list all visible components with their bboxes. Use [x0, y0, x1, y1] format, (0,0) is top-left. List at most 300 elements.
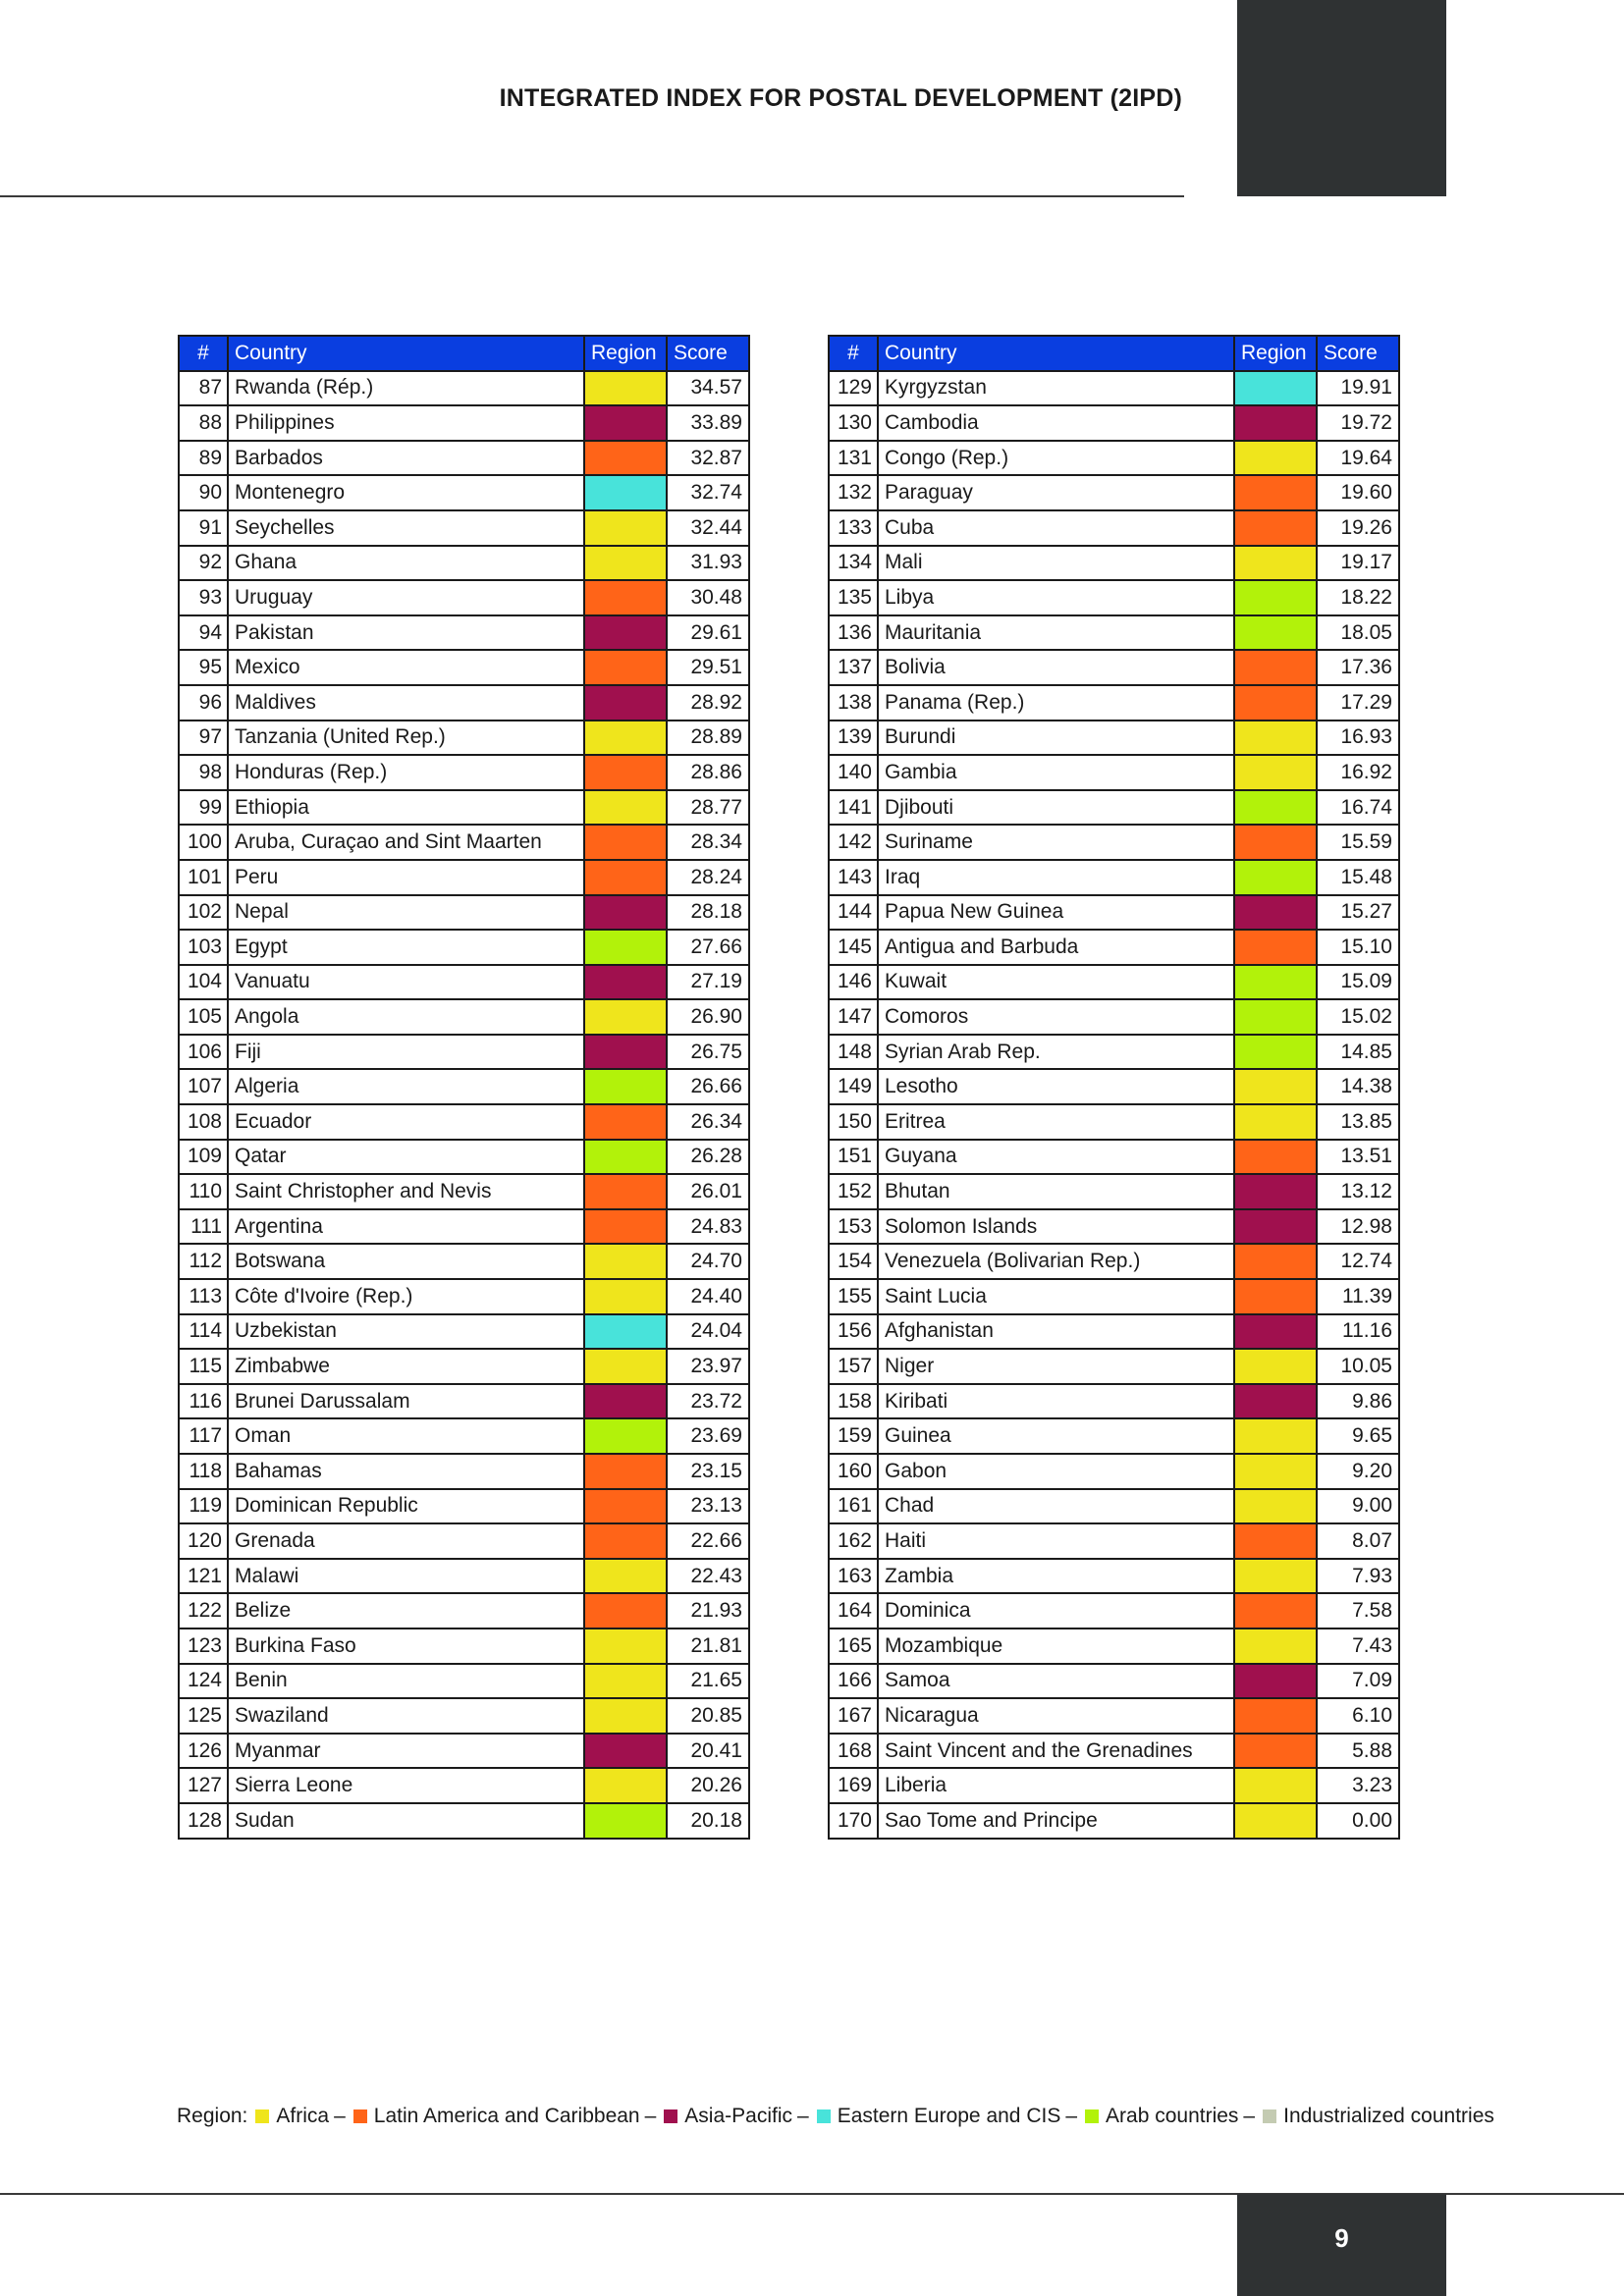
rank-cell: 100: [179, 825, 228, 860]
region-color-cell: [1234, 1279, 1317, 1314]
rank-cell: 132: [829, 475, 878, 510]
legend-item-africa: Africa: [276, 2105, 330, 2127]
table-row: [179, 1523, 749, 1559]
table-row: [179, 1104, 749, 1140]
rank-cell: 166: [829, 1664, 878, 1699]
rank-cell: 138: [829, 685, 878, 721]
rank-cell: 111: [179, 1209, 228, 1245]
country-cell: Syrian Arab Rep.: [878, 1035, 1234, 1070]
table-row: [179, 1279, 749, 1314]
rank-cell: 143: [829, 860, 878, 895]
table-header-row: [829, 336, 1399, 371]
region-color-cell: [584, 1104, 667, 1140]
score-cell: 8.07: [1317, 1523, 1399, 1559]
country-cell: Burkina Faso: [228, 1629, 584, 1664]
table-row: [829, 1140, 1399, 1175]
table-row: [179, 546, 749, 581]
region-color-cell: [584, 1384, 667, 1419]
column-header-score: Score: [667, 336, 749, 371]
rank-cell: 94: [179, 615, 228, 651]
score-cell: 5.88: [1317, 1734, 1399, 1769]
region-color-cell: [1234, 1803, 1317, 1839]
region-color-cell: [584, 721, 667, 756]
table-row: [829, 650, 1399, 685]
rank-cell: 151: [829, 1140, 878, 1175]
rank-cell: 108: [179, 1104, 228, 1140]
region-color-cell: [584, 650, 667, 685]
country-cell: Egypt: [228, 930, 584, 965]
score-cell: 34.57: [667, 371, 749, 406]
rank-cell: 157: [829, 1349, 878, 1384]
table-row: [179, 999, 749, 1035]
score-cell: 11.16: [1317, 1314, 1399, 1350]
country-cell: Solomon Islands: [878, 1209, 1234, 1245]
score-cell: 24.70: [667, 1244, 749, 1279]
country-cell: Montenegro: [228, 475, 584, 510]
score-cell: 15.02: [1317, 999, 1399, 1035]
score-cell: 26.01: [667, 1174, 749, 1209]
region-color-cell: [584, 1418, 667, 1454]
country-cell: Ethiopia: [228, 790, 584, 826]
region-color-cell: [1234, 441, 1317, 476]
table-row: [179, 1349, 749, 1384]
rank-cell: 99: [179, 790, 228, 826]
score-cell: 21.65: [667, 1664, 749, 1699]
country-cell: Dominica: [878, 1593, 1234, 1629]
region-color-cell: [584, 1698, 667, 1734]
country-cell: Mauritania: [878, 615, 1234, 651]
country-cell: Eritrea: [878, 1104, 1234, 1140]
region-color-cell: [1234, 1104, 1317, 1140]
rank-cell: 104: [179, 965, 228, 1000]
score-cell: 9.65: [1317, 1418, 1399, 1454]
country-cell: Maldives: [228, 685, 584, 721]
table-row: [179, 685, 749, 721]
table-row: [829, 1035, 1399, 1070]
rank-cell: 160: [829, 1454, 878, 1489]
region-color-cell: [1234, 1244, 1317, 1279]
country-cell: Djibouti: [878, 790, 1234, 826]
column-header-country: Country: [878, 336, 1234, 371]
table-row: [829, 371, 1399, 406]
region-color-cell: [584, 755, 667, 790]
table-row: [829, 930, 1399, 965]
rank-cell: 109: [179, 1140, 228, 1175]
score-cell: 17.29: [1317, 685, 1399, 721]
rank-cell: 131: [829, 441, 878, 476]
table-row: [829, 1244, 1399, 1279]
table-row: [829, 1314, 1399, 1350]
region-color-cell: [584, 580, 667, 615]
country-cell: Bolivia: [878, 650, 1234, 685]
legend-separator: –: [1243, 2105, 1256, 2127]
country-cell: Papua New Guinea: [878, 895, 1234, 931]
country-cell: Tanzania (United Rep.): [228, 721, 584, 756]
country-cell: Chad: [878, 1489, 1234, 1524]
country-cell: Paraguay: [878, 475, 1234, 510]
region-color-cell: [1234, 721, 1317, 756]
rank-cell: 154: [829, 1244, 878, 1279]
region-color-cell: [1234, 1384, 1317, 1419]
score-cell: 7.58: [1317, 1593, 1399, 1629]
country-cell: Argentina: [228, 1209, 584, 1245]
rank-cell: 130: [829, 405, 878, 441]
page-title: INTEGRATED INDEX FOR POSTAL DEVELOPMENT (2IPD): [499, 84, 1182, 112]
region-color-cell: [1234, 510, 1317, 546]
region-color-cell: [1234, 1349, 1317, 1384]
rank-cell: 97: [179, 721, 228, 756]
region-color-cell: [1234, 1523, 1317, 1559]
country-cell: Antigua and Barbuda: [878, 930, 1234, 965]
score-cell: 11.39: [1317, 1279, 1399, 1314]
table-row: [829, 1664, 1399, 1699]
region-color-cell: [584, 1664, 667, 1699]
region-color-cell: [1234, 1629, 1317, 1664]
country-cell: Gambia: [878, 755, 1234, 790]
table-row: [179, 1069, 749, 1104]
table-row: [829, 825, 1399, 860]
table-header-row: [179, 336, 749, 371]
region-color-cell: [584, 1629, 667, 1664]
region-color-cell: [1234, 650, 1317, 685]
legend-separator: –: [334, 2105, 346, 2127]
legend-swatch-asia-pacific: [664, 2109, 677, 2123]
rank-cell: 112: [179, 1244, 228, 1279]
table-row: [179, 1559, 749, 1594]
region-color-cell: [584, 790, 667, 826]
ranking-table-right: [828, 335, 1400, 1840]
rank-cell: 167: [829, 1698, 878, 1734]
rank-cell: 95: [179, 650, 228, 685]
table-row: [179, 1664, 749, 1699]
score-cell: 18.05: [1317, 615, 1399, 651]
rank-cell: 162: [829, 1523, 878, 1559]
score-cell: 23.13: [667, 1489, 749, 1524]
region-color-cell: [1234, 965, 1317, 1000]
country-cell: Honduras (Rep.): [228, 755, 584, 790]
country-cell: Liberia: [878, 1768, 1234, 1803]
region-color-cell: [584, 1768, 667, 1803]
region-color-cell: [1234, 1489, 1317, 1524]
region-color-cell: [1234, 1209, 1317, 1245]
region-color-cell: [584, 965, 667, 1000]
region-color-cell: [1234, 405, 1317, 441]
score-cell: 3.23: [1317, 1768, 1399, 1803]
rank-cell: 101: [179, 860, 228, 895]
country-cell: Dominican Republic: [228, 1489, 584, 1524]
score-cell: 29.51: [667, 650, 749, 685]
table-row: [179, 1035, 749, 1070]
score-cell: 9.20: [1317, 1454, 1399, 1489]
rank-cell: 148: [829, 1035, 878, 1070]
country-cell: Benin: [228, 1664, 584, 1699]
country-cell: Samoa: [878, 1664, 1234, 1699]
score-cell: 21.81: [667, 1629, 749, 1664]
rank-cell: 119: [179, 1489, 228, 1524]
country-cell: Aruba, Curaçao and Sint Maarten: [228, 825, 584, 860]
country-cell: Nepal: [228, 895, 584, 931]
score-cell: 16.92: [1317, 755, 1399, 790]
region-color-cell: [1234, 860, 1317, 895]
table-row: [179, 1803, 749, 1839]
rank-cell: 91: [179, 510, 228, 546]
rank-cell: 124: [179, 1664, 228, 1699]
score-cell: 26.66: [667, 1069, 749, 1104]
legend-label: Region:: [177, 2105, 248, 2127]
table-row: [829, 1523, 1399, 1559]
score-cell: 21.93: [667, 1593, 749, 1629]
rank-cell: 137: [829, 650, 878, 685]
table-row: [179, 1140, 749, 1175]
country-cell: Mexico: [228, 650, 584, 685]
country-cell: Kyrgyzstan: [878, 371, 1234, 406]
region-color-cell: [1234, 755, 1317, 790]
rank-cell: 136: [829, 615, 878, 651]
rank-cell: 90: [179, 475, 228, 510]
country-cell: Comoros: [878, 999, 1234, 1035]
column-header-score: Score: [1317, 336, 1399, 371]
country-cell: Panama (Rep.): [878, 685, 1234, 721]
rank-cell: 93: [179, 580, 228, 615]
rank-cell: 98: [179, 755, 228, 790]
region-color-cell: [584, 685, 667, 721]
rank-cell: 123: [179, 1629, 228, 1664]
region-color-cell: [584, 1593, 667, 1629]
region-color-cell: [1234, 930, 1317, 965]
score-cell: 20.41: [667, 1734, 749, 1769]
country-cell: Ecuador: [228, 1104, 584, 1140]
score-cell: 30.48: [667, 580, 749, 615]
table-row: [829, 1629, 1399, 1664]
region-color-cell: [584, 441, 667, 476]
table-row: [829, 1209, 1399, 1245]
region-color-cell: [584, 1069, 667, 1104]
table-row: [179, 860, 749, 895]
country-cell: Mozambique: [878, 1629, 1234, 1664]
region-color-cell: [1234, 1698, 1317, 1734]
score-cell: 27.19: [667, 965, 749, 1000]
rank-cell: 141: [829, 790, 878, 826]
rank-cell: 88: [179, 405, 228, 441]
rank-cell: 126: [179, 1734, 228, 1769]
score-cell: 28.92: [667, 685, 749, 721]
region-color-cell: [1234, 790, 1317, 826]
region-color-cell: [584, 1209, 667, 1245]
ranking-table-left: [178, 335, 750, 1840]
rank-cell: 106: [179, 1035, 228, 1070]
rank-cell: 122: [179, 1593, 228, 1629]
score-cell: 16.93: [1317, 721, 1399, 756]
rank-cell: 127: [179, 1768, 228, 1803]
country-cell: Malawi: [228, 1559, 584, 1594]
score-cell: 14.85: [1317, 1035, 1399, 1070]
country-cell: Rwanda (Rép.): [228, 371, 584, 406]
score-cell: 27.66: [667, 930, 749, 965]
country-cell: Swaziland: [228, 1698, 584, 1734]
table-row: [829, 1768, 1399, 1803]
table-row: [179, 1768, 749, 1803]
table-row: [829, 1279, 1399, 1314]
rank-cell: 87: [179, 371, 228, 406]
score-cell: 29.61: [667, 615, 749, 651]
table-row: [179, 1629, 749, 1664]
country-cell: Venezuela (Bolivarian Rep.): [878, 1244, 1234, 1279]
score-cell: 7.43: [1317, 1629, 1399, 1664]
table-row: [179, 895, 749, 931]
country-cell: Qatar: [228, 1140, 584, 1175]
score-cell: 28.24: [667, 860, 749, 895]
score-cell: 7.93: [1317, 1559, 1399, 1594]
score-cell: 0.00: [1317, 1803, 1399, 1839]
table-row: [179, 1209, 749, 1245]
region-color-cell: [584, 930, 667, 965]
legend-swatch-arab: [1085, 2109, 1099, 2123]
score-cell: 22.66: [667, 1523, 749, 1559]
table-row: [179, 825, 749, 860]
region-color-cell: [584, 510, 667, 546]
rank-cell: 125: [179, 1698, 228, 1734]
region-color-cell: [1234, 546, 1317, 581]
rank-cell: 153: [829, 1209, 878, 1245]
score-cell: 28.34: [667, 825, 749, 860]
column-header-region: Region: [1234, 336, 1317, 371]
table-row: [829, 790, 1399, 826]
rank-cell: 107: [179, 1069, 228, 1104]
rank-cell: 118: [179, 1454, 228, 1489]
rank-cell: 110: [179, 1174, 228, 1209]
country-cell: Mali: [878, 546, 1234, 581]
country-cell: Niger: [878, 1349, 1234, 1384]
region-color-cell: [1234, 1035, 1317, 1070]
rank-cell: 144: [829, 895, 878, 931]
score-cell: 15.48: [1317, 860, 1399, 895]
table-row: [829, 860, 1399, 895]
score-cell: 14.38: [1317, 1069, 1399, 1104]
table-row: [829, 1559, 1399, 1594]
legend-swatch-eastern-europe: [817, 2109, 831, 2123]
country-cell: Brunei Darussalam: [228, 1384, 584, 1419]
rank-cell: 161: [829, 1489, 878, 1524]
rank-cell: 105: [179, 999, 228, 1035]
table-row: [829, 1418, 1399, 1454]
score-cell: 24.40: [667, 1279, 749, 1314]
region-color-cell: [1234, 1174, 1317, 1209]
rank-cell: 152: [829, 1174, 878, 1209]
rank-cell: 169: [829, 1768, 878, 1803]
country-cell: Grenada: [228, 1523, 584, 1559]
score-cell: 23.72: [667, 1384, 749, 1419]
legend-separator: –: [1065, 2105, 1078, 2127]
column-header-country: Country: [228, 336, 584, 371]
score-cell: 23.69: [667, 1418, 749, 1454]
country-cell: Nicaragua: [878, 1698, 1234, 1734]
rank-cell: 128: [179, 1803, 228, 1839]
table-row: [829, 1349, 1399, 1384]
region-color-cell: [584, 1734, 667, 1769]
region-color-cell: [584, 1523, 667, 1559]
rank-cell: 134: [829, 546, 878, 581]
legend-item-asia-pacific: Asia-Pacific: [684, 2105, 792, 2127]
score-cell: 19.91: [1317, 371, 1399, 406]
table-row: [829, 510, 1399, 546]
rank-cell: 156: [829, 1314, 878, 1350]
column-header-rank: #: [829, 336, 878, 371]
rank-cell: 159: [829, 1418, 878, 1454]
score-cell: 28.77: [667, 790, 749, 826]
legend-item-arab: Arab countries: [1106, 2105, 1239, 2127]
region-color-cell: [1234, 825, 1317, 860]
rank-cell: 147: [829, 999, 878, 1035]
table-row: [829, 405, 1399, 441]
rank-cell: 140: [829, 755, 878, 790]
country-cell: Seychelles: [228, 510, 584, 546]
region-color-cell: [584, 615, 667, 651]
country-cell: Saint Lucia: [878, 1279, 1234, 1314]
score-cell: 33.89: [667, 405, 749, 441]
score-cell: 32.87: [667, 441, 749, 476]
score-cell: 12.98: [1317, 1209, 1399, 1245]
legend-swatch-industrialized: [1263, 2109, 1276, 2123]
country-cell: Lesotho: [878, 1069, 1234, 1104]
score-cell: 32.74: [667, 475, 749, 510]
score-cell: 18.22: [1317, 580, 1399, 615]
score-cell: 28.86: [667, 755, 749, 790]
table-row: [829, 721, 1399, 756]
region-color-cell: [584, 371, 667, 406]
country-cell: Guyana: [878, 1140, 1234, 1175]
score-cell: 19.64: [1317, 441, 1399, 476]
rank-cell: 113: [179, 1279, 228, 1314]
score-cell: 28.89: [667, 721, 749, 756]
table-row: [179, 371, 749, 406]
country-cell: Guinea: [878, 1418, 1234, 1454]
country-cell: Cambodia: [878, 405, 1234, 441]
score-cell: 32.44: [667, 510, 749, 546]
rank-cell: 114: [179, 1314, 228, 1350]
table-row: [829, 895, 1399, 931]
table-row: [829, 755, 1399, 790]
score-cell: 20.26: [667, 1768, 749, 1803]
country-cell: Sierra Leone: [228, 1768, 584, 1803]
legend-separator: –: [644, 2105, 657, 2127]
country-cell: Cuba: [878, 510, 1234, 546]
country-cell: Bhutan: [878, 1174, 1234, 1209]
region-color-cell: [584, 1279, 667, 1314]
table-row: [179, 405, 749, 441]
rank-cell: 89: [179, 441, 228, 476]
rank-cell: 135: [829, 580, 878, 615]
table-row: [829, 546, 1399, 581]
score-cell: 19.60: [1317, 475, 1399, 510]
region-color-cell: [1234, 1664, 1317, 1699]
rank-cell: 103: [179, 930, 228, 965]
rank-cell: 150: [829, 1104, 878, 1140]
region-color-cell: [584, 1035, 667, 1070]
country-cell: Zimbabwe: [228, 1349, 584, 1384]
region-color-cell: [1234, 1314, 1317, 1350]
region-color-cell: [584, 860, 667, 895]
table-row: [829, 1069, 1399, 1104]
legend-separator: –: [797, 2105, 809, 2127]
rank-cell: 139: [829, 721, 878, 756]
table-row: [179, 441, 749, 476]
country-cell: Bahamas: [228, 1454, 584, 1489]
table-row: [179, 930, 749, 965]
column-header-region: Region: [584, 336, 667, 371]
legend-item-latin-america: Latin America and Caribbean: [373, 2105, 640, 2127]
country-cell: Vanuatu: [228, 965, 584, 1000]
region-color-cell: [1234, 895, 1317, 931]
